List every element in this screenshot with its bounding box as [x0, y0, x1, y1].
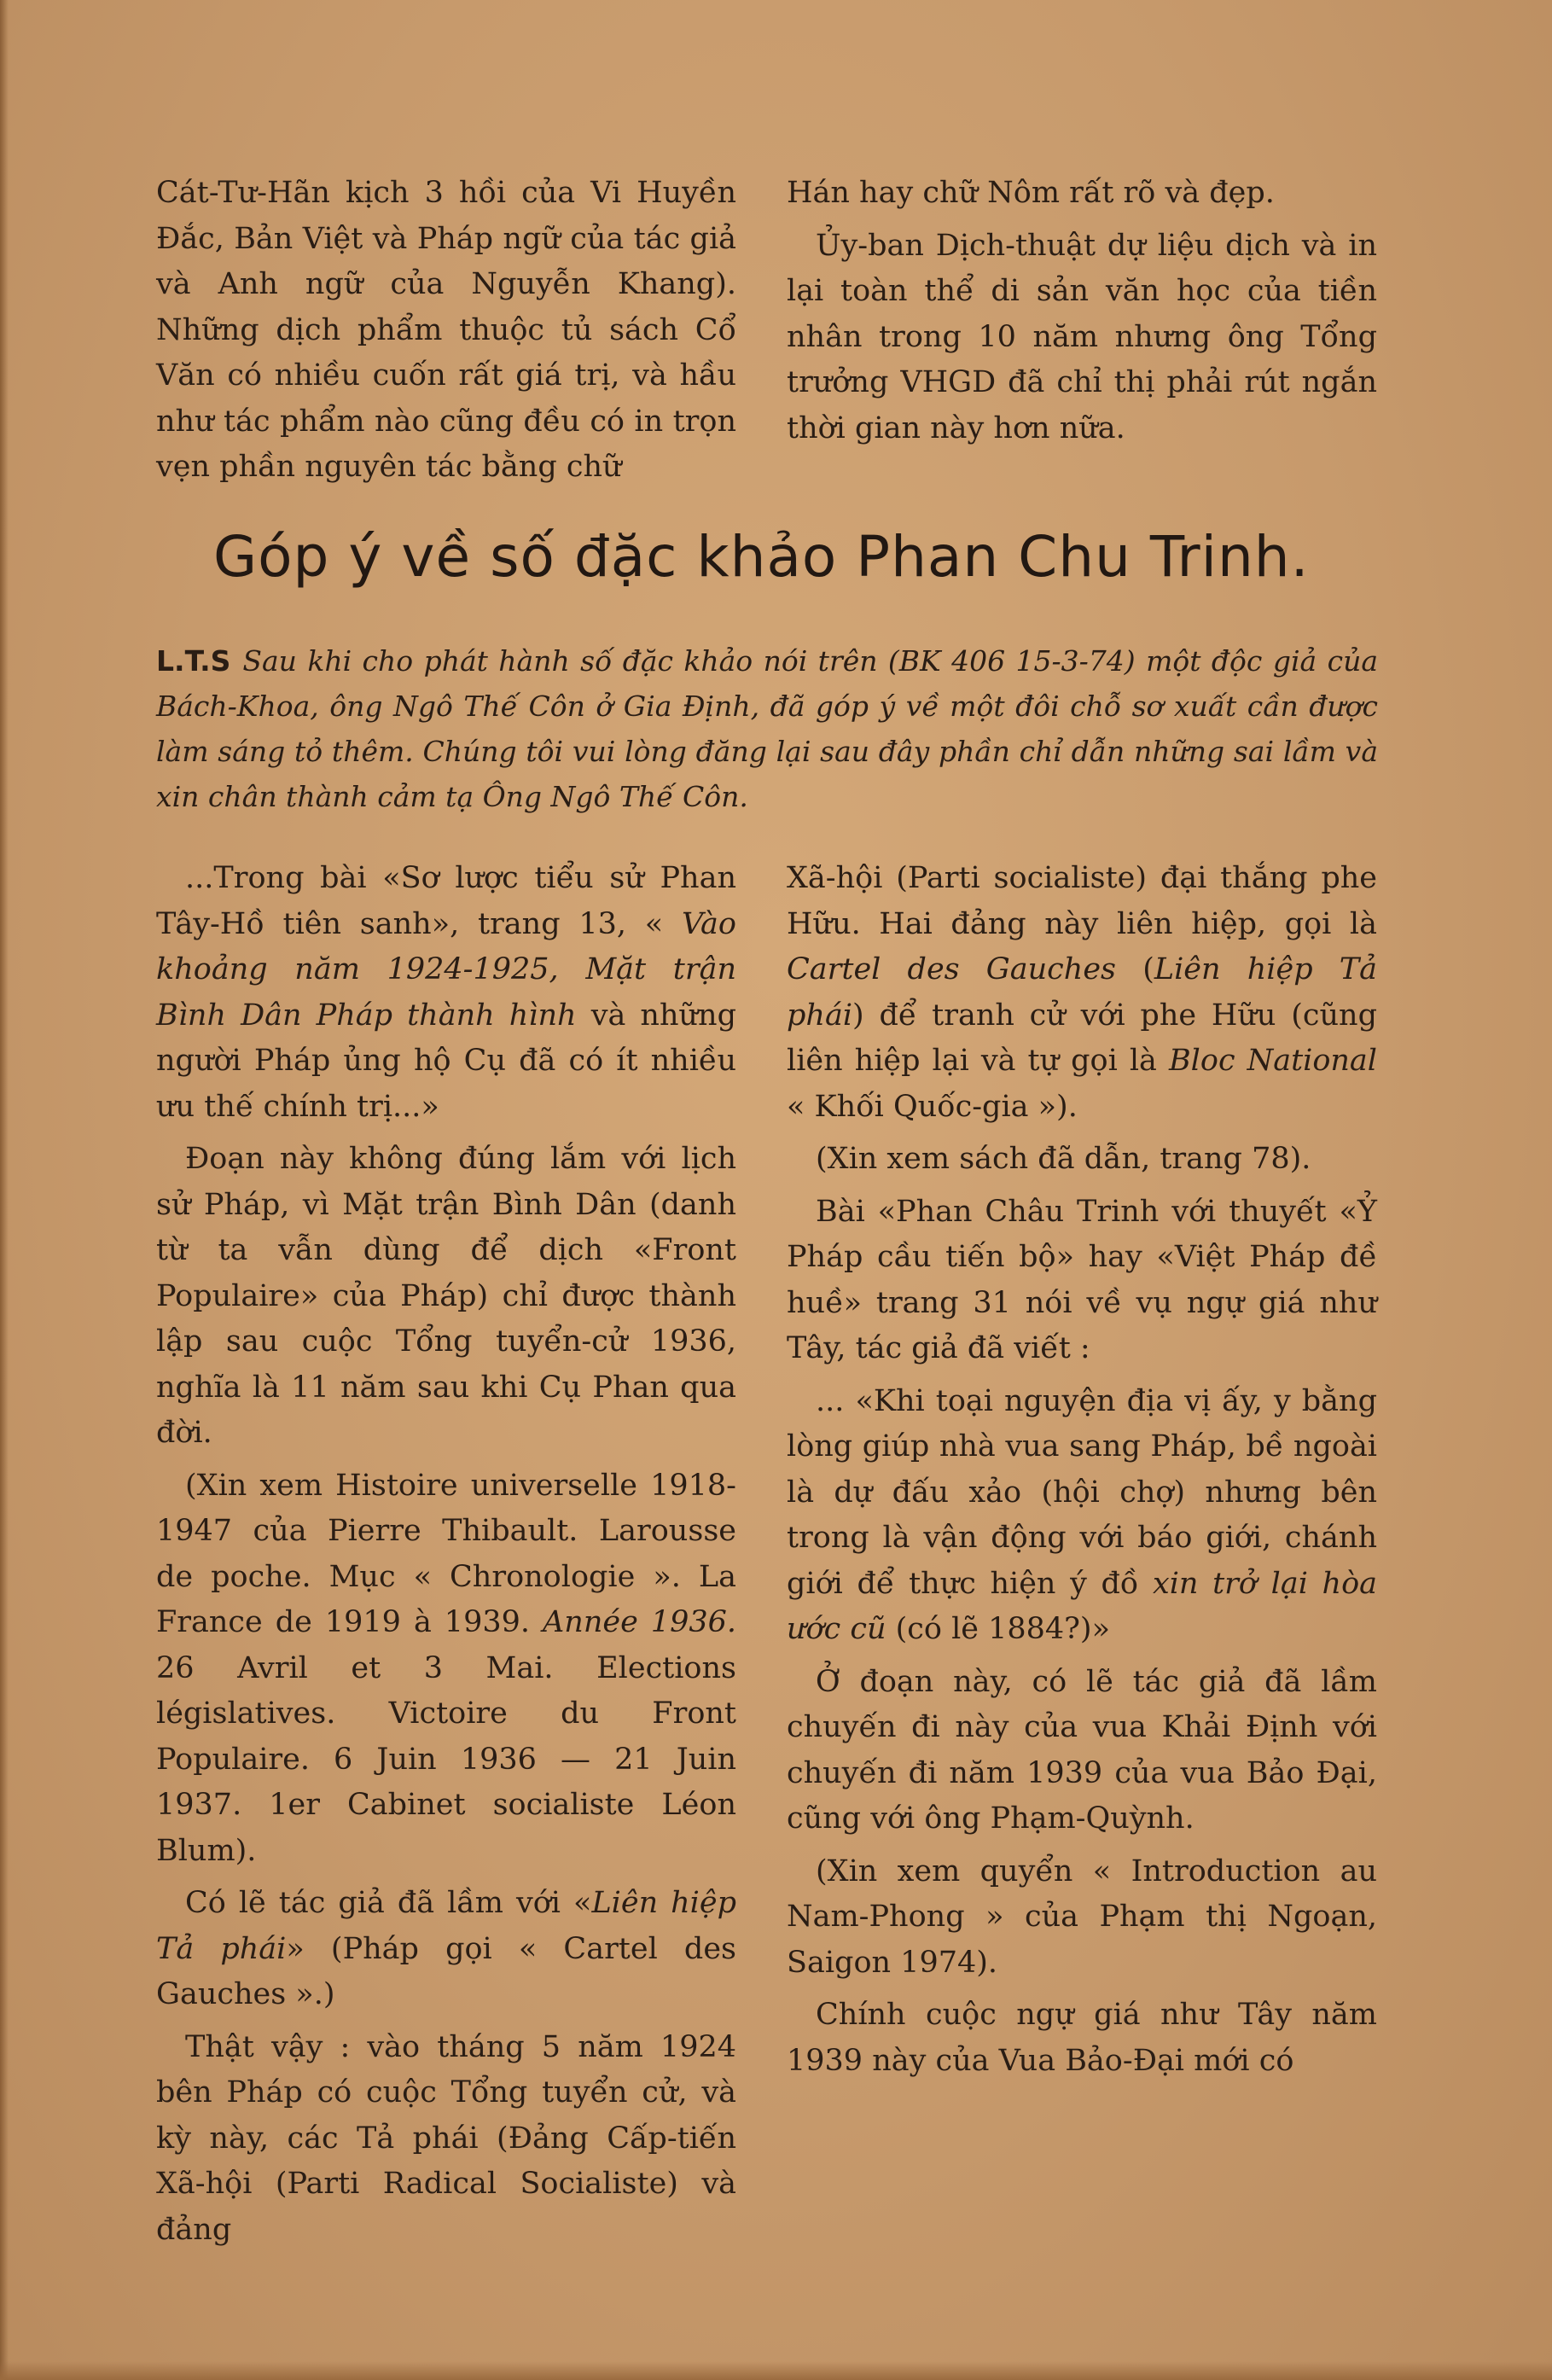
paragraph: Ủy-ban Dịch-thuật dự liệu dịch và in lại toàn thể di sản văn học của tiền nhân trong 10 năm nhưng ông Tổng trưởng VHGD đã chỉ thị phải rút ngắn thời gian này hơn nữa. [787, 228, 1377, 445]
paragraph: Cát-Tư-Hãn kịch 3 hồi của Vi Huyền Đắc, Bản Việt và Pháp ngữ của tác giả và Anh ngữ của Nguyễn Khang). Những dịch phẩm thuộc tủ sách Cổ Văn có nhiều cuốn rất giá trị, và hầu như tác phẩm nào cũng đều có in trọn vẹn phần nguyên tác bằng chữ [156, 176, 736, 484]
text-run-italic: Vào khoảng năm 1924-1925, Mặt trận Bình Dân Pháp thành hình [156, 906, 736, 1033]
paragraph [156, 1463, 736, 1875]
top-left-column [156, 171, 736, 491]
page-bottom-edge [0, 2361, 1552, 2380]
paragraph [787, 1379, 1377, 1653]
text-run: (có lẽ 1884?)» [886, 1612, 1111, 1646]
paragraph: (Xin xem sách đã dẫn, trang 78). [816, 1142, 1311, 1176]
text-run: ...Trong bài «Sơ lược tiểu sử Phan Tây-Hồ tiên sanh», trang 13, « [156, 861, 736, 941]
text-run: ) để tranh cử với phe Hữu (cũng liên hiệp lại và tự gọi là [787, 998, 1377, 1078]
text-run: (Xin xem Histoire universelle 1918-1947 của Pierre Thibault. Larousse de poche. Mục « Chronologie ». La France de 1919 à 1939. [156, 1468, 736, 1639]
paragraph: (Xin xem quyển « Introduction au Nam-Phong » của Phạm thị Ngoạn, Saigon 1974). [787, 1853, 1377, 1980]
editor-note-lead: L.T.S [156, 644, 231, 678]
paragraph: Thật vậy : vào tháng 5 năm 1924 bên Pháp có cuộc Tổng tuyển cử, và kỳ này, các Tả phái (Đảng Cấp-tiến Xã-hội (Parti Radical Socialiste) và đảng [156, 2029, 736, 2247]
text-run: ... «Khi toại nguyện địa vị ấy, y bằng lòng giúp nhà vua sang Pháp, bề ngoài là dự đấu xảo (hội chợ) nhưng bên trong là vận động với báo giới, chánh giới để thực hiện ý đồ [787, 1383, 1377, 1601]
text-run-italic: xin trở lại hòa ước cũ [787, 1566, 1378, 1646]
right-column [787, 856, 1377, 2084]
text-run: Có lẽ tác giả đã lầm với « [185, 1886, 592, 1920]
text-run-italic: Année 1936. [543, 1605, 737, 1639]
editor-note-text: Sau khi cho phát hành số đặc khảo nói trên (BK 406 15-3-74) một độc giả của Bách-Khoa, ông Ngô Thế Côn ở Gia Định, đã góp ý về một đôi chỗ sơ xuất cần được làm sáng tỏ thêm. Chúng tôi vui lòng đăng lại sau đây phần chỉ dẫn những sai lầm và xin chân thành cảm tạ Ông Ngô Thế Côn. [156, 644, 1378, 813]
paragraph: Đoạn này không đúng lắm với lịch sử Pháp, vì Mặt trận Bình Dân (danh từ ta vẫn dùng để dịch «Front Populaire» của Pháp) chỉ được thành lập sau cuộc Tổng tuyển-cử 1936, nghĩa là 11 năm sau khi Cụ Phan qua đời. [156, 1142, 736, 1450]
page-spine-shadow [0, 0, 9, 2380]
paragraph: Hán hay chữ Nôm rất rõ và đẹp. [787, 176, 1275, 210]
article-title: Góp ý về số đặc khảo Phan Chu Trinh. [213, 524, 1310, 590]
paragraph [156, 1881, 736, 2018]
paragraph [787, 856, 1377, 1130]
text-run: » (Pháp gọi « Cartel des Gauches ».) [156, 1931, 736, 2011]
text-run: và những người Pháp ủng hộ Cụ đã có ít nhiều ưu thế chính trị...» [156, 998, 736, 1124]
text-run-italic: Liên hiệp Tả phái [156, 1886, 736, 1966]
editor-note [156, 638, 1378, 819]
text-run: ( [1116, 952, 1154, 986]
paragraph: Ở đoạn này, có lẽ tác giả đã lầm chuyến đi này của vua Khải Định với chuyến đi năm 1939 của vua Bảo Đại, cũng với ông Phạm-Quỳnh. [787, 1664, 1377, 1836]
paragraph [156, 856, 736, 1130]
text-run: Xã-hội (Parti socialiste) đại thắng phe Hữu. Hai đảng này liên hiệp, gọi là [787, 861, 1377, 941]
text-run: 26 Avril et 3 Mai. Elections législatives. Victoire du Front Populaire. 6 Juin 1936 — 21 Juin 1937. 1er Cabinet socialiste Léon Blum). [156, 1650, 736, 1868]
paragraph: Chính cuộc ngự giá như Tây năm 1939 này của Vua Bảo-Đại mới có [787, 1998, 1377, 2078]
text-run: « Khối Quốc-gia »). [787, 1089, 1078, 1124]
left-column [156, 856, 736, 2253]
text-run-italic: Liên hiệp Tả phái [787, 952, 1377, 1033]
text-run-italic: Bloc National [1168, 1044, 1377, 1078]
text-run-italic: Cartel des Gauches [787, 952, 1116, 986]
top-right-column [787, 171, 1377, 451]
paragraph: Bài «Phan Châu Trinh với thuyết «Ỷ Pháp cầu tiến bộ» hay «Việt Pháp đề huề» trang 31 nói về vụ ngự giá như Tây, tác giả đã viết : [787, 1194, 1377, 1365]
